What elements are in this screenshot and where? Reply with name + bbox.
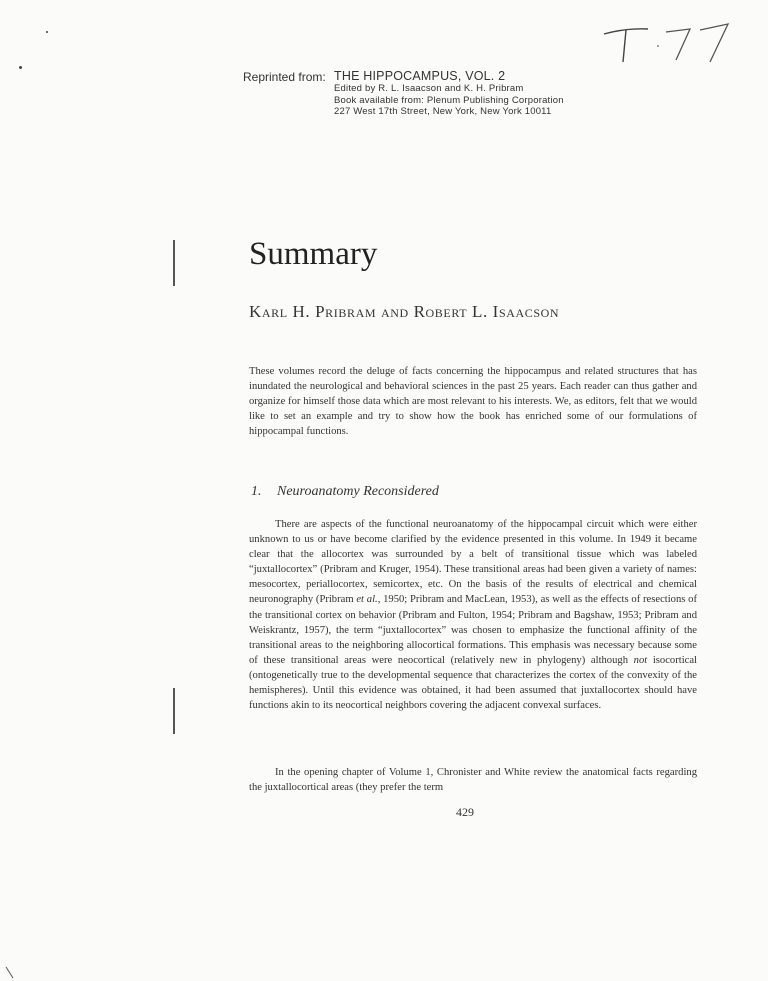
section-number: 1.	[251, 484, 262, 499]
reprint-source-block	[334, 69, 564, 118]
scan-speck	[46, 31, 48, 33]
reprint-label: Reprinted from:	[243, 70, 326, 84]
paragraph-text: There are aspects of the functional neuroanatomy of the hippocampal circuit which were either unknown to us or have become clarified by the evidence presented in this volume. In 1949 it became clear that the allocortex was surrounded by a belt of transitional tissue which was labeled “juxtallocortex” (Pribram and Kruger, 1954). These transitional areas had been given a variety of names: mesocortex, periallocortex, semicortex, etc. On the basis of the results of electrical and chemical neuronography (Pribram	[249, 519, 697, 606]
book-availability: Book available from: Plenum Publishing Corporation	[334, 94, 564, 106]
italic-text: not	[633, 654, 648, 666]
book-title: THE HIPPOCAMPUS, VOL. 2	[334, 69, 506, 83]
article-authors: Karl H. Pribram and Robert L. Isaacson	[249, 302, 560, 321]
intro-paragraph: These volumes record the deluge of facts concerning the hippocampus and related structures that has inundated the neurological and behavioral sciences in the past 25 years. Each reader can thus gather and organize for himself those data which are most relevant to his interests. We, as editors, felt that we would like to set an example and try to show how the book has enriched some of our formulations of hippocampal functions.	[249, 366, 697, 438]
publisher-address: 227 West 17th Street, New York, New York 10011	[334, 106, 552, 117]
body-paragraph	[249, 517, 697, 713]
section-heading	[251, 484, 439, 500]
paragraph-text: , 1950; Pribram and MacLean, 1953), as well as the effects of resections of the transitional cortex on behavior (Pribram and Fulton, 1954; Pribram and Bagshaw, 1953; Pribram and Weiskrantz, 1957), the term “juxtallocortex” was chosen to emphasize the functional affinity of the transitional areas to the neighboring allocortical formations. This emphasis was necessary because some of these transitional areas were neocortical (relatively new in phylogeny) although	[249, 594, 697, 666]
margin-scan-mark	[173, 688, 175, 734]
italic-text: et al.	[356, 594, 378, 606]
paragraph-text: isocortical (ontogenetically true to the developmental sequence that characterizes the cortex of the convexity of the hemispheres). Until this evidence was obtained, it had been assumed that juxtallocortex should have functions akin to its neocortical neighbors covering the adjacent convexal surfaces.	[249, 654, 697, 712]
handwritten-mark	[596, 18, 746, 78]
margin-scan-mark	[173, 240, 175, 286]
corner-scan-mark	[4, 966, 16, 980]
body-paragraph: In the opening chapter of Volume 1, Chronister and White review the anatomical facts regarding the juxtallocortical areas (they prefer the term	[249, 767, 697, 794]
scan-speck	[19, 66, 22, 69]
page-number: 429	[456, 805, 474, 819]
book-editors: Edited by R. L. Isaacson and K. H. Pribram	[334, 83, 524, 94]
section-title: Neuroanatomy Reconsidered	[277, 484, 439, 499]
article-title: Summary	[249, 236, 378, 272]
